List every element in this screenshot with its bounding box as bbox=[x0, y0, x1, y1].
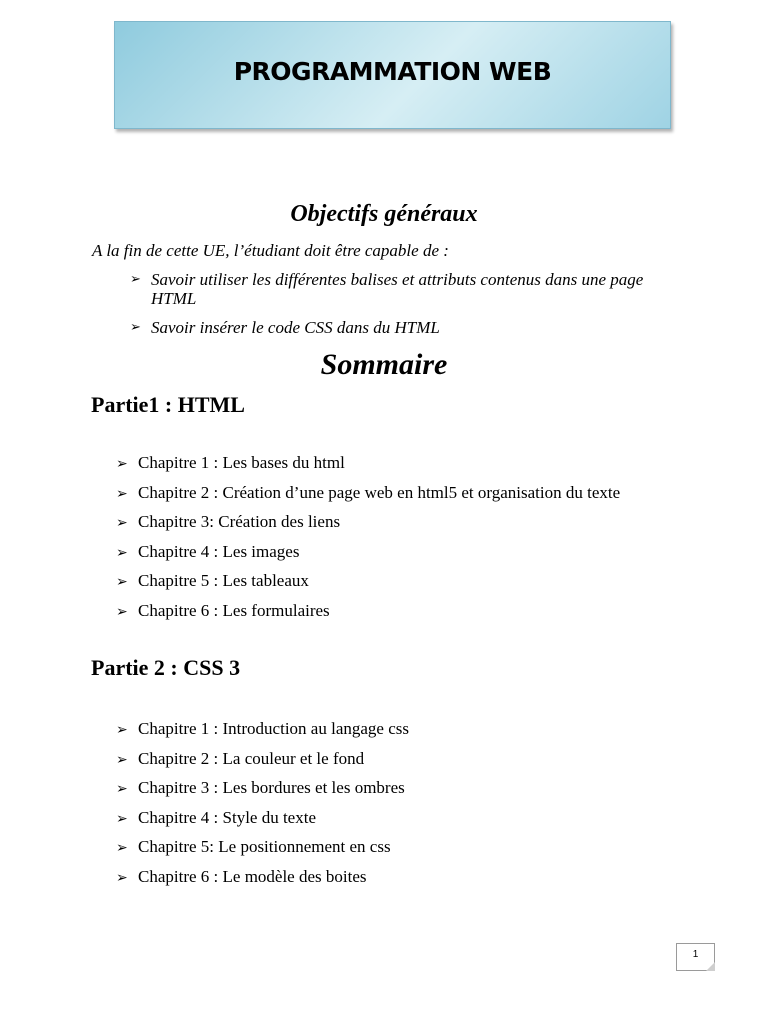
chapter-text: Chapitre 2 : Création d’une page web en html5 et organisation du texte bbox=[138, 482, 621, 502]
chapter-text: Chapitre 2 : La couleur et le fond bbox=[138, 748, 365, 768]
chapter-text: Chapitre 6 : Le modèle des boites bbox=[138, 866, 367, 886]
chapter-item bbox=[116, 541, 676, 571]
chapter-item bbox=[116, 511, 676, 541]
arrowhead-bullet-icon: ➢ bbox=[116, 485, 128, 502]
part-1-chapter-list bbox=[116, 452, 676, 629]
chapter-text: Chapitre 4 : Les images bbox=[138, 541, 300, 561]
part-2-title: Partie 2 : CSS 3 bbox=[91, 655, 241, 680]
chapter-item bbox=[116, 866, 676, 896]
objectives-intro: A la fin de cette UE, l’étudiant doit être capable de : bbox=[92, 241, 449, 260]
part-1-title: Partie1 : HTML bbox=[91, 392, 245, 417]
chapter-item bbox=[116, 482, 676, 512]
chapter-text: Chapitre 3: Création des liens bbox=[138, 512, 341, 531]
summary-heading: Sommaire bbox=[320, 348, 448, 381]
chapter-item bbox=[116, 807, 676, 837]
objective-text: Savoir insérer le code CSS dans du HTML bbox=[151, 318, 440, 337]
arrowhead-bullet-icon: ➢ bbox=[116, 722, 128, 738]
chapter-text: Chapitre 4 : Style du texte bbox=[138, 807, 316, 827]
chapter-item bbox=[116, 600, 676, 630]
chapter-item bbox=[116, 570, 676, 600]
page-fold-icon bbox=[706, 962, 715, 971]
objective-item bbox=[130, 270, 670, 308]
arrowhead-bullet-icon: ➢ bbox=[116, 574, 128, 590]
chapter-item bbox=[116, 452, 676, 482]
arrowhead-bullet-icon: ➢ bbox=[116, 869, 128, 886]
chapter-item bbox=[116, 777, 676, 807]
chapter-text: Chapitre 1 : Introduction au langage css bbox=[138, 719, 409, 738]
arrowhead-bullet-icon: ➢ bbox=[116, 781, 128, 797]
page-number-box bbox=[676, 943, 715, 971]
part-2-chapter-list bbox=[116, 718, 676, 895]
chapter-item bbox=[116, 718, 676, 748]
arrowhead-bullet-icon: ➢ bbox=[116, 840, 128, 856]
arrowhead-bullet-icon: ➢ bbox=[116, 456, 128, 472]
objective-item bbox=[130, 318, 670, 337]
arrowhead-bullet-icon: ➢ bbox=[116, 751, 128, 768]
document-title: PROGRAMMATION WEB bbox=[233, 56, 552, 86]
chapter-item bbox=[116, 748, 676, 778]
chapter-text: Chapitre 1 : Les bases du html bbox=[138, 453, 345, 472]
chapter-item bbox=[116, 836, 676, 866]
arrowhead-bullet-icon: ➢ bbox=[116, 515, 128, 531]
page-number: 1 bbox=[692, 949, 699, 960]
arrowhead-bullet-icon: ➢ bbox=[130, 272, 141, 287]
title-banner bbox=[114, 21, 671, 129]
chapter-text: Chapitre 3 : Les bordures et les ombres bbox=[138, 778, 405, 797]
arrowhead-bullet-icon: ➢ bbox=[116, 810, 128, 827]
objectives-heading: Objectifs généraux bbox=[290, 201, 478, 227]
arrowhead-bullet-icon: ➢ bbox=[130, 320, 141, 335]
objective-text: Savoir utiliser les différentes balises et attributs contenus dans une page HTML bbox=[151, 270, 644, 308]
chapter-text: Chapitre 5 : Les tableaux bbox=[138, 571, 309, 590]
chapter-text: Chapitre 5: Le positionnement en css bbox=[138, 837, 391, 856]
arrowhead-bullet-icon: ➢ bbox=[116, 544, 128, 561]
chapter-text: Chapitre 6 : Les formulaires bbox=[138, 600, 330, 620]
arrowhead-bullet-icon: ➢ bbox=[116, 603, 128, 620]
objectives-list bbox=[130, 270, 670, 347]
